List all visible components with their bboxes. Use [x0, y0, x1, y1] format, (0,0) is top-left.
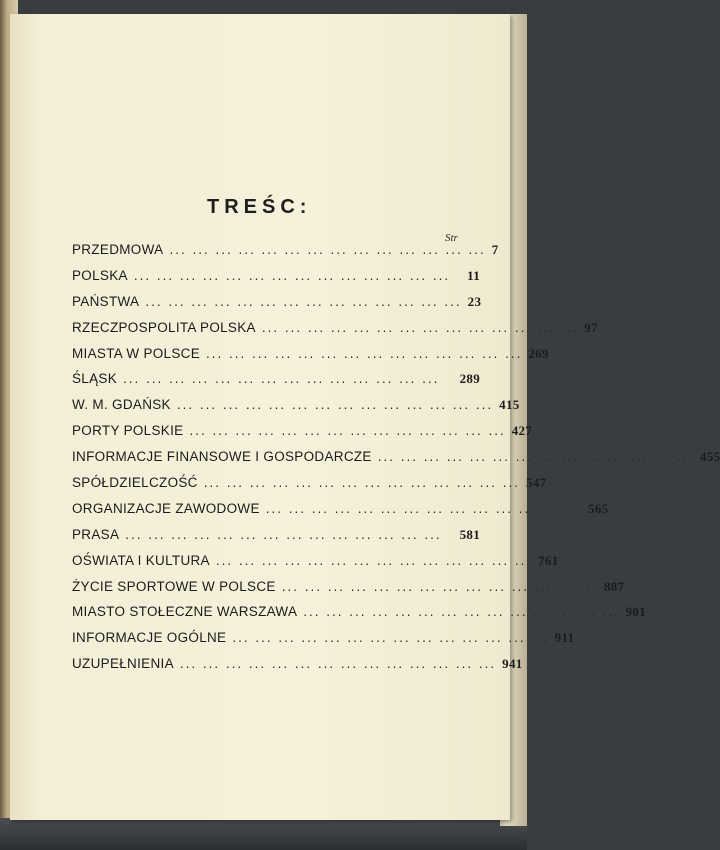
toc-entry-label: MIASTA W POLSCE — [72, 345, 201, 361]
dot-leader: ... ... ... ... ... ... ... ... ... ... ... ... ... ... — [133, 267, 451, 283]
toc-entry-page-number: 415 — [499, 397, 520, 413]
toc-entry — [72, 371, 480, 397]
toc-entry — [72, 294, 480, 320]
dot-leader: ... ... ... ... ... ... ... ... ... ... ... ... ... ... — [145, 293, 462, 309]
toc-entry — [72, 630, 575, 656]
dot-leader: ... ... ... ... ... ... ... ... ... ... ... ... ... ... — [179, 656, 497, 672]
toc-entry-label: UZUPEŁNIENIA — [72, 656, 174, 672]
toc-entry-label: MIASTO STOŁECZNE WARSZAWA — [72, 604, 298, 620]
page-column-label: Str — [445, 232, 458, 244]
toc-entry — [72, 449, 720, 475]
toc-entry-page-number: 269 — [528, 345, 549, 361]
toc-entry — [72, 345, 549, 372]
toc-entry — [72, 527, 480, 553]
toc-entry-label: ŚLĄSK — [72, 371, 118, 387]
toc-entry-label: INFORMACJE FINANSOWE I GOSPODARCZE — [72, 449, 372, 465]
toc-entry — [72, 242, 499, 268]
toc-entry-page-number: 427 — [511, 423, 533, 439]
toc-entry — [72, 578, 625, 605]
toc-entry-label: PRZEDMOWA — [72, 242, 164, 257]
dot-leader: ... ... ... ... ... ... ... ... ... ... ... ... ... ... — [206, 345, 523, 361]
dot-leader: ... ... ... ... ... ... ... ... ... ... ... ... ... ... — [303, 604, 620, 620]
toc-entry-page-number: 761 — [538, 552, 559, 568]
dot-leader: ... ... ... ... ... ... ... ... ... ... ... ... ... ... — [377, 449, 695, 465]
toc-entry-page-number: 547 — [526, 475, 547, 491]
toc-entry — [72, 397, 520, 423]
toc-entry-label: RZECZPOSPOLITA POLSKA — [72, 319, 256, 335]
toc-entry — [72, 268, 480, 294]
book-cover-edge — [0, 818, 527, 850]
dot-leader: ... ... ... ... ... ... ... ... ... ... ... ... ... ... — [232, 630, 549, 646]
toc-entry-label: POLSKA — [72, 267, 128, 283]
toc-entry-page-number: 7 — [491, 242, 499, 257]
dot-leader: ... ... ... ... ... ... ... ... ... ... ... ... ... ... — [203, 475, 521, 491]
dot-leader: ... ... ... ... ... ... ... ... ... ... ... ... ... ... — [123, 371, 440, 387]
toc-entry-label: OŚWIATA I KULTURA — [72, 552, 210, 568]
toc-entry-page-number: 941 — [502, 656, 523, 672]
dot-leader: ... ... ... ... ... ... ... ... ... ... ... ... ... ... — [281, 578, 598, 594]
toc-entry-label: PRASA — [72, 526, 120, 542]
toc-entry — [72, 500, 609, 527]
toc-entry-label: PAŃSTWA — [72, 293, 140, 309]
toc-entry-page-number: 289 — [459, 371, 480, 387]
toc-entry — [72, 656, 523, 682]
table-of-contents — [72, 242, 720, 682]
toc-entry-label: W. M. GDAŃSK — [72, 397, 171, 413]
toc-entry-label: SPÓŁDZIELCZOŚĆ — [72, 475, 198, 491]
page-title: TREŚC: — [207, 196, 312, 218]
toc-entry — [72, 552, 559, 579]
dot-leader: ... ... ... ... ... ... ... ... ... ... ... ... ... ... — [125, 526, 442, 542]
dot-leader: ... ... ... ... ... ... ... ... ... ... ... ... ... ... — [189, 423, 506, 439]
toc-entry-label: PORTY POLSKIE — [72, 423, 184, 439]
toc-entry-page-number: 887 — [603, 578, 625, 594]
dot-leader: ... ... ... ... ... ... ... ... ... ... ... ... ... ... — [176, 397, 494, 413]
dot-leader: ... ... ... ... ... ... ... ... ... ... ... ... ... ... — [215, 552, 533, 568]
dot-leader: ... ... ... ... ... ... ... ... ... ... ... ... ... ... — [265, 500, 583, 516]
toc-entry-page-number: 97 — [584, 319, 598, 335]
toc-entry-page-number: 565 — [588, 500, 609, 516]
toc-entry-page-number: 455 — [700, 449, 720, 465]
toc-entry-label: ORGANIZACJE ZAWODOWE — [72, 500, 260, 516]
toc-entry-page-number: 23 — [467, 293, 482, 309]
toc-entry — [72, 604, 646, 630]
dot-leader: ... ... ... ... ... ... ... ... ... ... ... ... ... ... — [169, 242, 486, 257]
toc-entry-page-number: 901 — [625, 604, 646, 620]
toc-entry-label: INFORMACJE OGÓLNE — [72, 630, 227, 646]
toc-entry-page-number: 11 — [467, 267, 480, 283]
toc-entry — [72, 319, 598, 346]
toc-entry — [72, 475, 547, 501]
dot-leader: ... ... ... ... ... ... ... ... ... ... ... ... ... ... — [261, 319, 579, 335]
toc-entry-page-number: 911 — [554, 630, 575, 646]
toc-entry-page-number: 581 — [459, 526, 480, 542]
toc-entry-label: ŻYCIE SPORTOWE W POLSCE — [72, 578, 276, 594]
toc-entry — [72, 423, 533, 449]
